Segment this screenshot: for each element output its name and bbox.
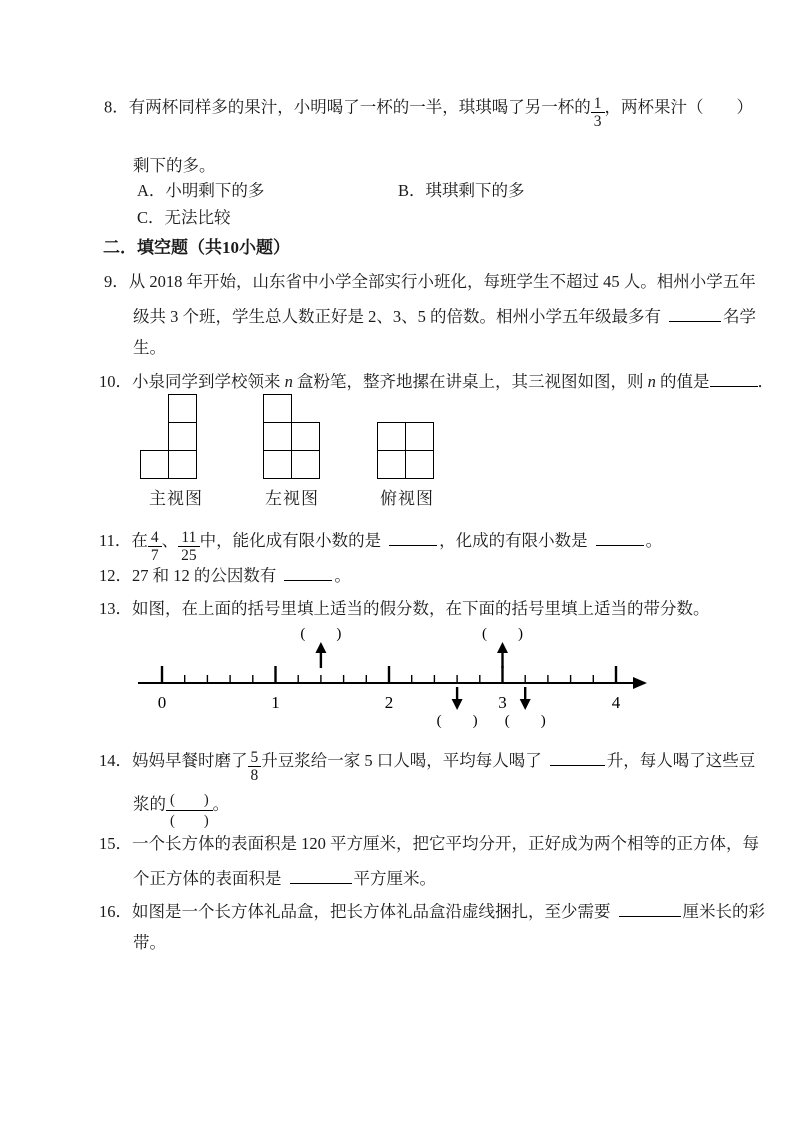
side-view-label: 左视图 xyxy=(265,489,319,508)
question-15-line-1 xyxy=(99,833,759,855)
question-8-options-ab xyxy=(137,180,697,202)
up-arrow-icon xyxy=(497,642,508,653)
question-11-text-2: 、 xyxy=(161,531,179,550)
fraction-denominator: 25 xyxy=(181,547,197,564)
question-11-text-1: 在 xyxy=(131,531,148,550)
front-view-cell xyxy=(168,422,197,451)
section-2-header: 二．填空题（共10小题） xyxy=(103,238,290,257)
question-9-line-3: 生。 xyxy=(133,338,166,357)
tick-label: 3 xyxy=(498,693,507,712)
question-14-text-3: 升，每人喝了这些豆 xyxy=(606,751,756,770)
question-8-text-b: ，两杯果汁（ ） xyxy=(604,97,753,117)
variable-n: n xyxy=(647,372,656,391)
up-arrow-icon xyxy=(315,642,326,653)
question-10-text-3: 的值是 xyxy=(655,372,710,391)
question-8-text-a: 有两杯同样多的果汁，小明喝了一杯的一半，琪琪喝了另一杯的 xyxy=(128,97,591,117)
paren-blank: ) xyxy=(336,626,342,642)
side-view-cell xyxy=(291,422,320,451)
fraction-numerator: 5 xyxy=(248,749,262,767)
question-14-text-1: 妈妈早餐时磨了 xyxy=(132,751,248,770)
question-9-line-2 xyxy=(133,304,756,328)
fraction-denominator: 7 xyxy=(150,547,159,564)
question-11-text-4: ，化成的有限小数是 xyxy=(439,531,588,550)
top-view-cell xyxy=(377,422,406,451)
question-9-number: 9． xyxy=(104,272,129,291)
question-15-text-2a: 个正方体的表面积是 xyxy=(133,869,282,888)
fraction-denominator: 8 xyxy=(250,767,259,784)
side-view-cell xyxy=(263,394,292,423)
answer-blank xyxy=(284,563,332,581)
question-11-text-5: 。 xyxy=(645,531,663,550)
side-view-cell xyxy=(263,422,292,451)
option-c: C．无法比较 xyxy=(137,208,231,227)
front-view-cell xyxy=(168,394,197,423)
question-13-number: 13． xyxy=(99,599,132,618)
fraction-eleven-twentyfifths xyxy=(178,529,200,565)
front-view-label: 主视图 xyxy=(149,489,203,508)
front-view-cell xyxy=(140,450,169,479)
top-view-cell xyxy=(405,422,434,451)
question-12-line xyxy=(99,563,351,587)
fraction-numerator: 1 xyxy=(591,95,605,113)
fraction-numerator: ( ) xyxy=(166,790,213,811)
tick-label: 1 xyxy=(271,693,280,712)
question-8-line-2: 剩下的多。 xyxy=(133,156,216,175)
paren-blank: ( xyxy=(300,626,306,642)
question-15-text-2b: 平方厘米。 xyxy=(353,869,436,888)
fraction-denominator: ( ) xyxy=(170,813,209,830)
question-16-number: 16． xyxy=(99,902,132,921)
question-9-line-1 xyxy=(104,271,756,293)
question-11-number: 11． xyxy=(99,531,132,550)
fraction-numerator: 11 xyxy=(178,529,200,547)
paren-blank: ( xyxy=(504,713,510,729)
fraction-denominator: 3 xyxy=(593,113,602,131)
question-10-text-1: 小泉同学到学校领来 xyxy=(132,372,285,391)
question-11-line xyxy=(99,528,662,564)
front-view-cell xyxy=(168,450,197,479)
question-9-text-2b: 名学 xyxy=(723,307,756,326)
question-10-line-1 xyxy=(99,369,774,393)
question-13-line xyxy=(99,598,710,620)
question-12-number: 12． xyxy=(99,566,132,585)
fraction-numerator: 4 xyxy=(148,529,162,547)
question-16-text-1a: 如图是一个长方体礼品盒，把长方体礼品盒沿虚线捆扎，至少需要 xyxy=(132,902,611,921)
three-view-figure xyxy=(0,394,793,512)
question-16-line-1 xyxy=(99,899,765,923)
down-arrow-icon xyxy=(452,699,463,710)
tick-label: 0 xyxy=(157,693,167,712)
question-16-text-1b: 厘米长的彩 xyxy=(682,902,765,921)
top-view-cell xyxy=(405,450,434,479)
paren-blank: ) xyxy=(518,626,523,642)
question-13-text: 如图，在上面的括号里填上适当的假分数，在下面的括号里填上适当的带分数。 xyxy=(132,599,710,618)
answer-blank xyxy=(710,369,758,387)
option-b: B．琪琪剩下的多 xyxy=(398,181,525,200)
axis-arrowhead-icon xyxy=(633,677,647,689)
question-9-text-1: 从 2018 年开始，山东省中小学全部实行小班化，每班学生不超过 45 人。相州小学五年 xyxy=(128,272,756,291)
paren-blank: ( xyxy=(482,626,487,642)
question-8-line-1 xyxy=(104,95,753,131)
fraction-one-third xyxy=(591,95,605,131)
question-10-text-4: ． xyxy=(757,372,774,391)
answer-blank xyxy=(550,748,605,766)
answer-blank xyxy=(596,528,644,546)
question-12-text-1: 27 和 12 的公因数有 xyxy=(132,566,277,585)
question-12-text-2: 。 xyxy=(334,566,351,585)
top-view-label: 俯视图 xyxy=(380,489,434,508)
option-a: A．小明剩下的多 xyxy=(137,181,265,200)
numberline-figure xyxy=(95,620,695,738)
question-15-line-2 xyxy=(133,866,436,890)
answer-blank xyxy=(389,528,437,546)
answer-blank xyxy=(619,899,681,917)
question-14-text-2: 升豆浆给一家 5 口人喝，平均每人喝了 xyxy=(261,751,542,770)
question-15-number: 15． xyxy=(99,834,132,853)
fraction-four-sevenths xyxy=(148,529,162,565)
question-15-text-1: 一个长方体的表面积是 120 平方厘米，把它平均分开，正好成为两个相等的正方体，每 xyxy=(132,834,759,853)
tick-label: 4 xyxy=(611,693,621,712)
question-14-text-5: 。 xyxy=(212,794,230,814)
top-view-cell xyxy=(377,450,406,479)
question-14-line-2 xyxy=(133,790,229,832)
fraction-five-eighths xyxy=(248,749,262,785)
side-view-cell xyxy=(263,450,292,479)
variable-n: n xyxy=(284,372,293,391)
paren-blank: ( xyxy=(436,713,442,729)
question-16-line-2: 带。 xyxy=(133,933,166,952)
question-9-text-2a: 级共 3 个班，学生总人数正好是 2、3、5 的倍数。相州小学五年级最多有 xyxy=(133,307,661,326)
question-14-line-1 xyxy=(99,748,755,784)
question-8-number: 8． xyxy=(104,97,129,117)
answer-blank xyxy=(669,304,721,322)
paren-blank: ) xyxy=(540,713,546,729)
question-11-text-3: 中，能化成有限小数的是 xyxy=(199,531,382,550)
answer-blank xyxy=(290,866,352,884)
question-10-number: 10． xyxy=(99,372,132,391)
question-10-text-2: 盒粉笔，整齐地摞在讲桌上，其三视图如图，则 xyxy=(292,372,648,391)
paren-blank: ) xyxy=(472,713,478,729)
down-arrow-icon xyxy=(520,699,531,710)
question-14-number: 14． xyxy=(99,751,132,770)
tick-label: 2 xyxy=(384,693,394,712)
question-14-text-4: 浆的 xyxy=(133,794,166,814)
paren-fraction-blank xyxy=(166,790,213,832)
side-view-cell xyxy=(291,450,320,479)
